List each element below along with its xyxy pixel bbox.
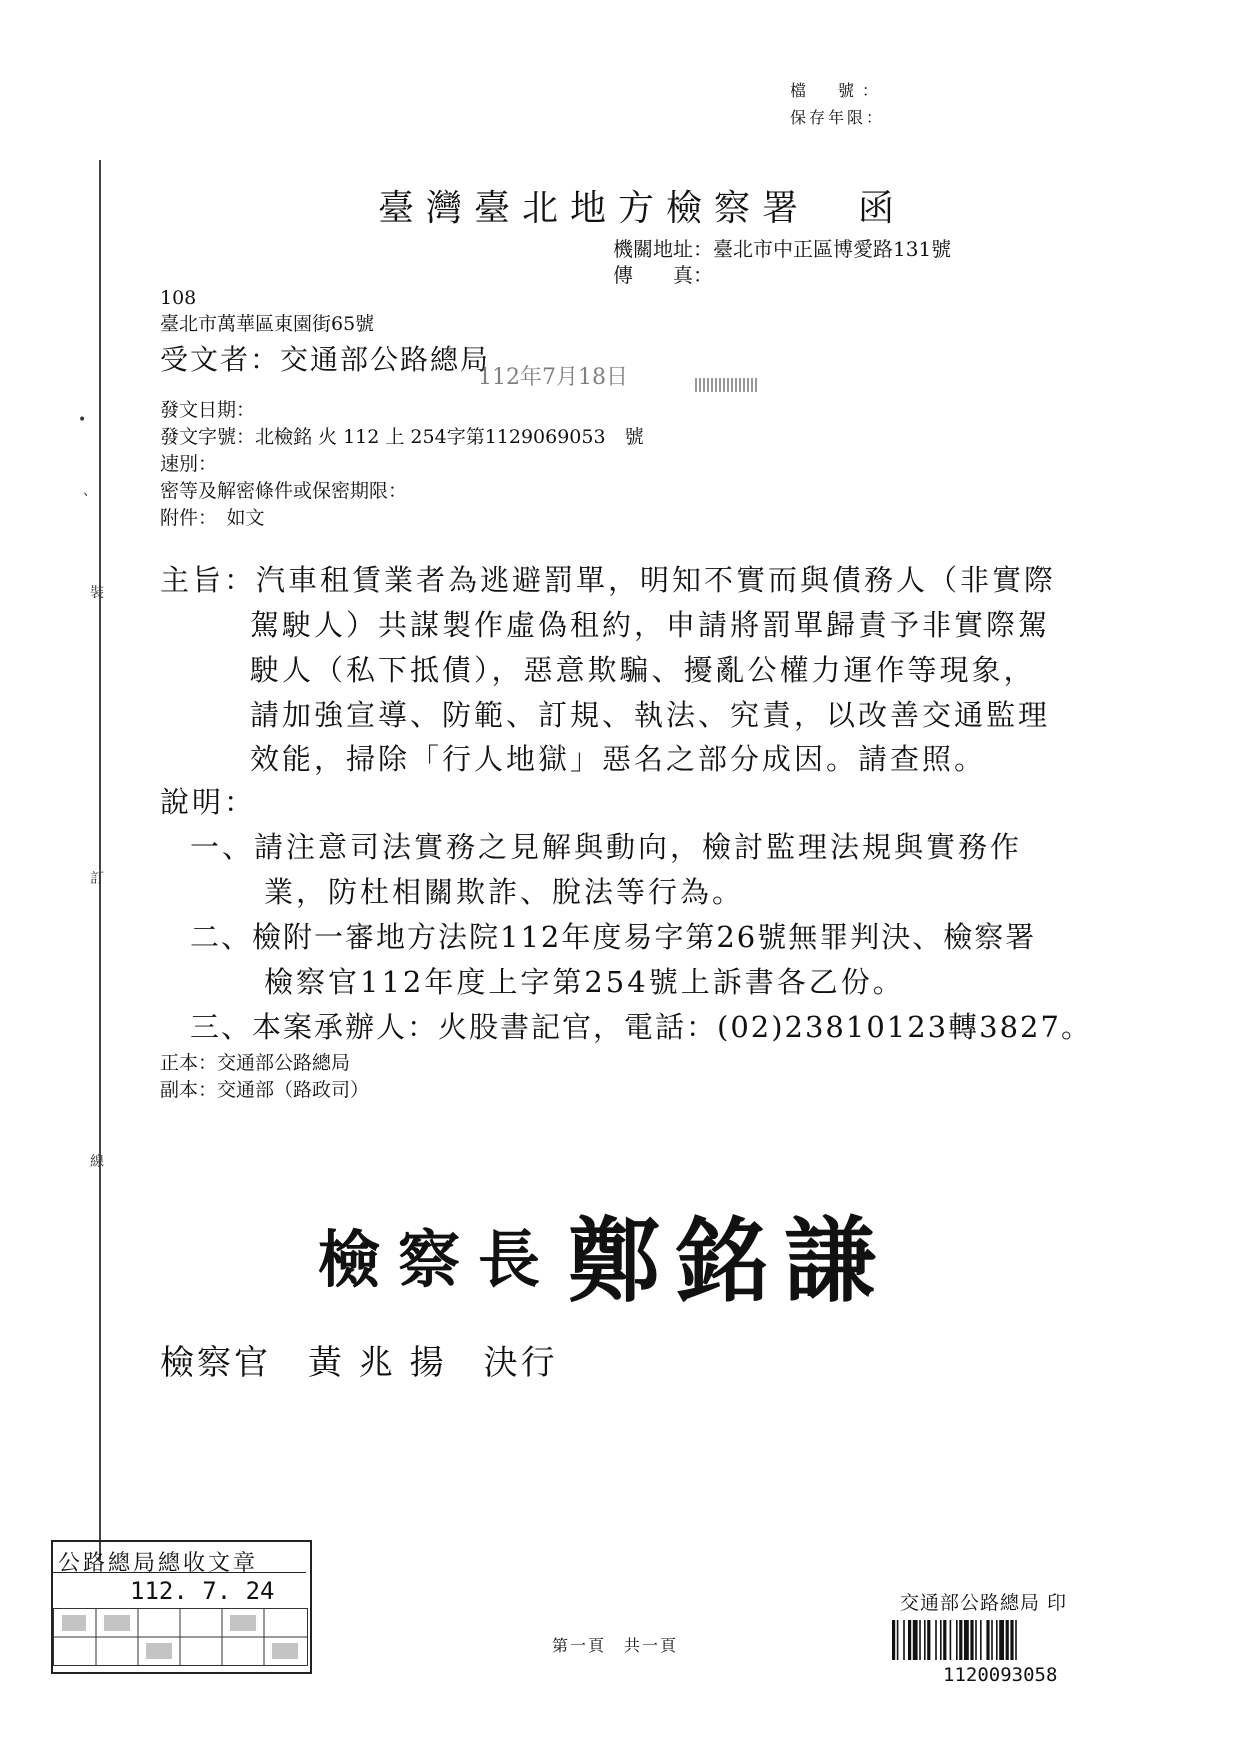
recipient-address: 臺北市萬華區東園街65號 [160, 313, 375, 335]
subject-line-4: 請加強宣導、防範、訂規、執法、究責，以改善交通監理 [250, 698, 1051, 732]
subject-line-5: 效能，掃除「行人地獄」惡名之部分成因。請查照。 [250, 742, 987, 776]
barcode-bar [903, 1620, 905, 1660]
distribution-copy: 副本：交通部（路政司） [160, 1079, 370, 1101]
explanation-heading: 說明： [160, 785, 257, 819]
barcode-bar [970, 1620, 973, 1660]
barcode-bar [892, 1620, 895, 1660]
barcode-bar [999, 1620, 1004, 1660]
recipient-zip: 108 [160, 287, 197, 309]
barcode-bar [1015, 1620, 1017, 1660]
barcode-number: 1120093058 [943, 1664, 1058, 1686]
explanation-item-1-line-1: 一、請注意司法實務之見解與動向，檢討監理法規與實務作 [190, 830, 1023, 864]
receipt-stamp-date: 112. 7. 24 [130, 1577, 275, 1605]
page-number: 第一頁 共一頁 [552, 1636, 679, 1655]
subject-line-2: 駕駛人）共謀製作虛偽租約，申請將罰單歸責予非實際駕 [250, 608, 1051, 642]
binding-char-zhuang: 裝 [90, 585, 104, 601]
chief-prosecutor-name: 鄭銘謙 [568, 1207, 893, 1315]
received-date-stamp: 112年7月18日 [478, 365, 628, 390]
binding-line [99, 160, 101, 1560]
barcode-bar [975, 1620, 977, 1660]
recipient: 受文者：交通部公路總局 [160, 343, 491, 376]
barcode-bar [950, 1620, 952, 1660]
issue-date: 發文日期： [160, 399, 256, 421]
margin-dot: • [78, 412, 87, 428]
barcode-bar [908, 1620, 911, 1660]
secrecy: 密等及解密條件或保密期限： [160, 480, 408, 502]
barcode-bar [897, 1620, 899, 1660]
explanation-item-2-line-2: 檢察官112年度上字第254號上訴書各乙份。 [264, 965, 905, 999]
subject-line-3: 駛人（私下抵債），惡意欺騙、擾亂公權力運作等現象， [250, 653, 1036, 687]
stamp-smudge [695, 378, 757, 392]
barcode-bar [986, 1620, 989, 1660]
document-title: 臺灣臺北地方檢察署 函 [378, 188, 907, 229]
barcode-bar [919, 1620, 921, 1660]
chief-prosecutor-title: 檢察長 [318, 1223, 559, 1296]
issue-number: 發文字號：北檢銘 火 112 上 254字第1129069053 號 [160, 426, 644, 448]
margin-tick: 、 [83, 483, 97, 499]
barcode-bar [959, 1620, 962, 1660]
barcode-bar [980, 1620, 982, 1660]
barcode-bar [1006, 1620, 1009, 1660]
barcode-bar [991, 1620, 993, 1660]
subject-line-1: 主旨：汽車租賃業者為逃避罰單，明知不實而與債務人（非實際 [160, 563, 1057, 597]
barcode-bar [940, 1620, 942, 1660]
issuer-seal-label: 交通部公路總局 印 [900, 1592, 1068, 1614]
barcode-bar [956, 1620, 958, 1660]
receipt-stamp-title: 公路總局總收文章 [58, 1551, 259, 1576]
barcode-bar [964, 1620, 969, 1660]
attachment: 附件： 如文 [160, 507, 265, 529]
retention-label: 保存年限： [790, 108, 886, 127]
binding-char-ding: 訂 [90, 871, 104, 887]
explanation-item-3: 三、本案承辦人：火股書記官，電話：(02)23810123轉3827。 [190, 1010, 1092, 1044]
barcode-bar [1010, 1620, 1013, 1660]
file-number-label: 檔 號： [790, 81, 887, 100]
receipt-stamp-grid [53, 1608, 308, 1666]
barcode-bar [943, 1620, 946, 1660]
barcode-bar [935, 1620, 937, 1660]
explanation-item-2-line-1: 二、檢附一審地方法院112年度易字第26號無罪判決、檢察署 [190, 920, 1037, 954]
barcode-bar [924, 1620, 926, 1660]
prosecutor-approval: 檢察官 黃 兆 揚 決行 [160, 1343, 558, 1383]
barcode-bar [913, 1620, 918, 1660]
barcode-bar [996, 1620, 998, 1660]
binding-char-xian: 線 [90, 1154, 104, 1170]
explanation-item-1-line-2: 業，防杜相關欺詐、脫法等行為。 [264, 875, 745, 909]
speed: 速別： [160, 453, 218, 475]
barcode [890, 1620, 1112, 1660]
barcode-bar [927, 1620, 930, 1660]
distribution-main: 正本：交通部公路總局 [160, 1052, 351, 1074]
agency-address: 機關地址：臺北市中正區博愛路131號 [613, 237, 952, 261]
agency-fax: 傳 真： [613, 263, 713, 287]
receipt-stamp-divider [53, 1572, 306, 1573]
